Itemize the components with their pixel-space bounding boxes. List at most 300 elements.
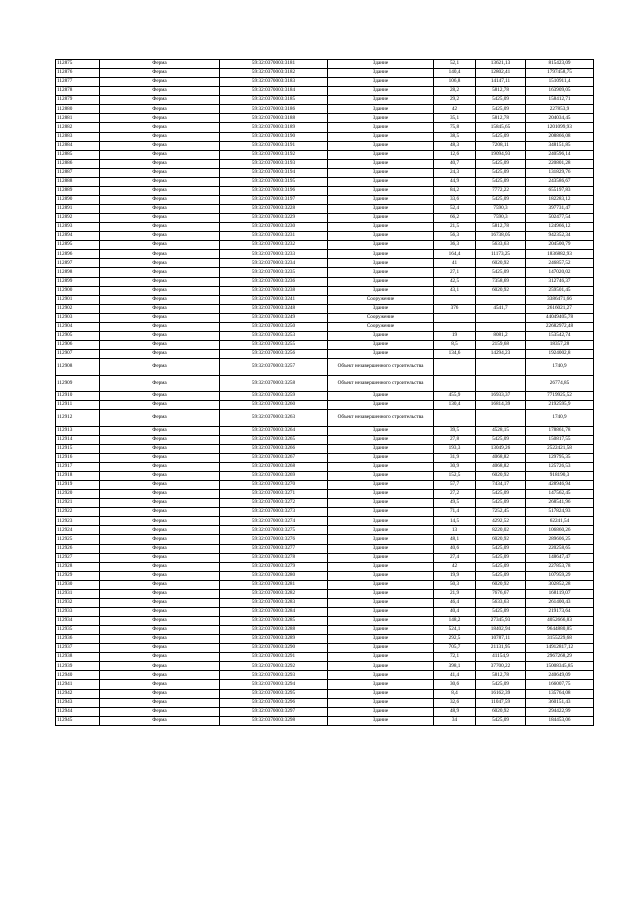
cadastral-number-cell: 59:32:0370003:3275	[220, 526, 328, 535]
cadastral-number-cell: 59:32:0370003:3183	[220, 78, 328, 87]
cadastral-number-cell: 59:32:0370003:3267	[220, 453, 328, 462]
name-cell: Ферма	[100, 87, 220, 96]
cadastral-number-cell: 59:32:0370003:3190	[220, 132, 328, 141]
cadastral-value-cell: 1836882,93	[526, 250, 594, 259]
cadastral-value-cell: 62241,54	[526, 517, 594, 526]
cadastral-value-cell: 107959,29	[526, 571, 594, 580]
table-row	[56, 472, 594, 481]
cadastral-value-cell: 240649,09	[526, 671, 594, 680]
name-cell: Ферма	[100, 313, 220, 322]
row-number-cell: 112910	[56, 392, 100, 401]
object-type-cell: Здание	[328, 340, 434, 349]
name-cell: Ферма	[100, 241, 220, 250]
object-type-cell: Сооружение	[328, 313, 434, 322]
name-cell: Ферма	[100, 123, 220, 132]
unit-value-cell: 13049,26	[476, 444, 526, 453]
name-cell: Ферма	[100, 340, 220, 349]
cadastral-value-cell: 125726,53	[526, 462, 594, 471]
cadastral-value-cell: 1201099,93	[526, 123, 594, 132]
row-number-cell: 112879	[56, 96, 100, 105]
cadastral-number-cell: 59:32:0370003:3191	[220, 141, 328, 150]
name-cell: Ферма	[100, 426, 220, 435]
object-type-cell: Здание	[328, 453, 434, 462]
object-type-cell: Здание	[328, 535, 434, 544]
table-row	[56, 295, 594, 304]
area-cell: 41,4	[434, 671, 476, 680]
area-cell: 34	[434, 716, 476, 725]
cadastral-value-cell: 135764,08	[526, 689, 594, 698]
cadastral-value-cell: 517824,93	[526, 508, 594, 517]
area-cell	[434, 313, 476, 322]
cadastral-value-cell: 1740,9	[526, 359, 594, 376]
table-row	[56, 607, 594, 616]
unit-value-cell: 4541,7	[476, 304, 526, 313]
cadastral-value-cell: 348151,85	[526, 141, 594, 150]
cadastral-value-cell: 294422,99	[526, 707, 594, 716]
unit-value-cell: 15845,65	[476, 123, 526, 132]
cadastral-number-cell: 59:32:0370003:3196	[220, 186, 328, 195]
area-cell: 40,7	[434, 159, 476, 168]
area-cell: 106,8	[434, 78, 476, 87]
row-number-cell: 112898	[56, 268, 100, 277]
table-row	[56, 331, 594, 340]
area-cell: 21,5	[434, 223, 476, 232]
cadastral-value-cell: 815423,09	[526, 60, 594, 69]
table-row	[56, 490, 594, 499]
object-type-cell: Здание	[328, 662, 434, 671]
name-cell: Ферма	[100, 562, 220, 571]
cadastral-number-cell: 59:32:0370003:3234	[220, 259, 328, 268]
area-cell: 705,7	[434, 644, 476, 653]
table-row	[56, 707, 594, 716]
cadastral-value-cell: 220801,28	[526, 159, 594, 168]
unit-value-cell: 6020,92	[476, 535, 526, 544]
row-number-cell: 112920	[56, 490, 100, 499]
unit-value-cell: 5425,09	[476, 571, 526, 580]
cadastral-value-table	[55, 59, 594, 726]
table-row	[56, 626, 594, 635]
unit-value-cell: 5425,09	[476, 177, 526, 186]
unit-value-cell: 7358,69	[476, 277, 526, 286]
name-cell: Ферма	[100, 268, 220, 277]
object-type-cell: Здание	[328, 241, 434, 250]
area-cell: 84,2	[434, 186, 476, 195]
table-body	[56, 60, 594, 726]
row-number-cell: 112936	[56, 635, 100, 644]
unit-value-cell: 4068,82	[476, 453, 526, 462]
cadastral-value-cell: 428946,94	[526, 481, 594, 490]
row-number-cell: 112934	[56, 617, 100, 626]
table-row	[56, 589, 594, 598]
row-number-cell: 112928	[56, 562, 100, 571]
name-cell: Ферма	[100, 499, 220, 508]
table-row	[56, 426, 594, 435]
cadastral-number-cell: 59:32:0370003:3291	[220, 653, 328, 662]
table-row	[56, 123, 594, 132]
table-row	[56, 132, 594, 141]
table-row	[56, 401, 594, 410]
cadastral-number-cell: 59:32:0370003:3186	[220, 105, 328, 114]
table-row	[56, 689, 594, 698]
cadastral-value-cell: 227853,78	[526, 562, 594, 571]
object-type-cell: Здание	[328, 114, 434, 123]
row-number-cell: 112896	[56, 250, 100, 259]
table-row	[56, 517, 594, 526]
table-row	[56, 350, 594, 359]
object-type-cell: Здание	[328, 444, 434, 453]
object-type-cell: Здание	[328, 508, 434, 517]
row-number-cell: 112938	[56, 653, 100, 662]
cadastral-number-cell: 59:32:0370003:3283	[220, 598, 328, 607]
cadastral-number-cell: 59:32:0370003:3229	[220, 214, 328, 223]
unit-value-cell: 6020,92	[476, 580, 526, 589]
row-number-cell: 112932	[56, 598, 100, 607]
row-number-cell: 112881	[56, 114, 100, 123]
area-cell: 19,9	[434, 571, 476, 580]
cadastral-number-cell: 59:32:0370003:3238	[220, 286, 328, 295]
name-cell: Ферма	[100, 617, 220, 626]
table-row	[56, 268, 594, 277]
cadastral-number-cell: 59:32:0370003:3290	[220, 644, 328, 653]
name-cell: Ферма	[100, 250, 220, 259]
name-cell: Ферма	[100, 635, 220, 644]
row-number-cell: 112916	[56, 453, 100, 462]
object-type-cell: Здание	[328, 544, 434, 553]
table-row	[56, 535, 594, 544]
name-cell: Ферма	[100, 517, 220, 526]
table-row	[56, 205, 594, 214]
name-cell: Ферма	[100, 331, 220, 340]
row-number-cell: 112911	[56, 401, 100, 410]
object-type-cell: Здание	[328, 472, 434, 481]
cadastral-value-cell: 26774,85	[526, 375, 594, 392]
cadastral-value-cell: 220258,65	[526, 544, 594, 553]
name-cell: Ферма	[100, 150, 220, 159]
cadastral-value-cell: 204034,45	[526, 114, 594, 123]
row-number-cell: 112886	[56, 159, 100, 168]
object-type-cell: Здание	[328, 259, 434, 268]
area-cell: 42	[434, 562, 476, 571]
area-cell: 152,5	[434, 472, 476, 481]
row-number-cell: 112902	[56, 304, 100, 313]
area-cell: 48,9	[434, 707, 476, 716]
area-cell: 38,5	[434, 132, 476, 141]
cadastral-value-cell: 1510911,4	[526, 78, 594, 87]
name-cell: Ферма	[100, 435, 220, 444]
cadastral-number-cell: 59:32:0370003:3258	[220, 375, 328, 392]
name-cell: Ферма	[100, 626, 220, 635]
cadastral-number-cell: 59:32:0370003:3272	[220, 499, 328, 508]
cadastral-number-cell: 59:32:0370003:3194	[220, 168, 328, 177]
row-number-cell: 112900	[56, 286, 100, 295]
unit-value-cell: 5425,09	[476, 268, 526, 277]
area-cell: 12,6	[434, 150, 476, 159]
object-type-cell: Здание	[328, 223, 434, 232]
area-cell: 193,3	[434, 444, 476, 453]
row-number-cell: 112894	[56, 232, 100, 241]
name-cell: Ферма	[100, 205, 220, 214]
area-cell: 40,6	[434, 544, 476, 553]
cadastral-value-cell: 261400,43	[526, 598, 594, 607]
object-type-cell: Здание	[328, 716, 434, 725]
table-row	[56, 241, 594, 250]
object-type-cell: Здание	[328, 644, 434, 653]
object-type-cell: Здание	[328, 653, 434, 662]
object-type-cell: Здание	[328, 168, 434, 177]
unit-value-cell	[476, 295, 526, 304]
unit-value-cell: 6020,92	[476, 472, 526, 481]
cadastral-value-cell: 2522421,58	[526, 444, 594, 453]
unit-value-cell: 7208,11	[476, 141, 526, 150]
cadastral-value-cell: 208866,08	[526, 132, 594, 141]
table-row	[56, 481, 594, 490]
unit-value-cell: 5425,09	[476, 490, 526, 499]
table-row	[56, 598, 594, 607]
area-cell	[434, 295, 476, 304]
area-cell	[434, 359, 476, 376]
name-cell: Ферма	[100, 401, 220, 410]
object-type-cell: Здание	[328, 490, 434, 499]
cadastral-value-cell: 148647,47	[526, 553, 594, 562]
area-cell: 8,5	[434, 340, 476, 349]
table-row	[56, 277, 594, 286]
area-cell: 13	[434, 526, 476, 535]
name-cell: Ферма	[100, 114, 220, 123]
cadastral-number-cell: 59:32:0370003:3259	[220, 392, 328, 401]
area-cell: 66,2	[434, 214, 476, 223]
cadastral-value-cell: 1797458,75	[526, 69, 594, 78]
cadastral-value-cell: 153542,74	[526, 331, 594, 340]
row-number-cell: 112892	[56, 214, 100, 223]
name-cell: Ферма	[100, 707, 220, 716]
unit-value-cell: 16814,39	[476, 401, 526, 410]
name-cell: Ферма	[100, 214, 220, 223]
area-cell: 57,7	[434, 481, 476, 490]
unit-value-cell: 2159,68	[476, 340, 526, 349]
unit-value-cell: 5812,78	[476, 223, 526, 232]
cadastral-value-cell: 131829,76	[526, 168, 594, 177]
cadastral-value-cell: 289606,25	[526, 535, 594, 544]
cadastral-value-cell: 7719925,52	[526, 392, 594, 401]
cadastral-value-cell: 124966,12	[526, 223, 594, 232]
name-cell: Ферма	[100, 571, 220, 580]
cadastral-value-cell: 158412,71	[526, 96, 594, 105]
row-number-cell: 112913	[56, 426, 100, 435]
cadastral-value-cell: 184453,06	[526, 716, 594, 725]
cadastral-value-cell: 18357,28	[526, 340, 594, 349]
area-cell: 24,3	[434, 168, 476, 177]
cadastral-number-cell: 59:32:0370003:3235	[220, 268, 328, 277]
table-row	[56, 435, 594, 444]
row-number-cell: 112883	[56, 132, 100, 141]
cadastral-value-cell: 22682972,48	[526, 322, 594, 331]
name-cell: Ферма	[100, 141, 220, 150]
unit-value-cell: 7676,67	[476, 589, 526, 598]
cadastral-number-cell: 59:32:0370003:3279	[220, 562, 328, 571]
name-cell: Ферма	[100, 177, 220, 186]
object-type-cell: Здание	[328, 87, 434, 96]
object-type-cell: Здание	[328, 286, 434, 295]
cadastral-number-cell: 59:32:0370003:3184	[220, 87, 328, 96]
name-cell: Ферма	[100, 544, 220, 553]
cadastral-number-cell: 59:32:0370003:3189	[220, 123, 328, 132]
cadastral-number-cell: 59:32:0370003:3266	[220, 444, 328, 453]
cadastral-value-cell: 3386471,66	[526, 295, 594, 304]
row-number-cell: 112917	[56, 462, 100, 471]
area-cell: 27,8	[434, 435, 476, 444]
object-type-cell: Здание	[328, 232, 434, 241]
area-cell: 52,4	[434, 205, 476, 214]
table-row	[56, 60, 594, 69]
table-row	[56, 562, 594, 571]
object-type-cell: Здание	[328, 60, 434, 69]
area-cell: 52,1	[434, 60, 476, 69]
object-type-cell: Здание	[328, 462, 434, 471]
row-number-cell: 112884	[56, 141, 100, 150]
name-cell: Ферма	[100, 698, 220, 707]
area-cell: 130,4	[434, 401, 476, 410]
object-type-cell: Здание	[328, 517, 434, 526]
table-row	[56, 159, 594, 168]
unit-value-cell: 4528,15	[476, 426, 526, 435]
cadastral-number-cell: 59:32:0370003:3292	[220, 662, 328, 671]
object-type-cell: Здание	[328, 635, 434, 644]
table-row	[56, 87, 594, 96]
row-number-cell: 112891	[56, 205, 100, 214]
object-type-cell: Здание	[328, 617, 434, 626]
cadastral-number-cell: 59:32:0370003:3197	[220, 195, 328, 204]
unit-value-cell	[476, 322, 526, 331]
unit-value-cell: 6020,92	[476, 259, 526, 268]
cadastral-number-cell: 59:32:0370003:3298	[220, 716, 328, 725]
row-number-cell: 112915	[56, 444, 100, 453]
area-cell: 27,2	[434, 490, 476, 499]
row-number-cell: 112875	[56, 60, 100, 69]
cadastral-value-cell: 2967268,29	[526, 653, 594, 662]
object-type-cell: Здание	[328, 214, 434, 223]
area-cell: 524,1	[434, 626, 476, 635]
area-cell: 42,5	[434, 277, 476, 286]
object-type-cell: Здание	[328, 350, 434, 359]
table-row	[56, 544, 594, 553]
table-row	[56, 195, 594, 204]
table-row	[56, 671, 594, 680]
object-type-cell: Здание	[328, 250, 434, 259]
cadastral-number-cell: 59:32:0370003:3294	[220, 680, 328, 689]
object-type-cell: Здание	[328, 392, 434, 401]
name-cell: Ферма	[100, 132, 220, 141]
object-type-cell: Сооружение	[328, 295, 434, 304]
row-number-cell: 112927	[56, 553, 100, 562]
name-cell: Ферма	[100, 444, 220, 453]
row-number-cell: 112935	[56, 626, 100, 635]
row-number-cell: 112899	[56, 277, 100, 286]
cadastral-value-cell: 918190,3	[526, 472, 594, 481]
area-cell: 48,3	[434, 141, 476, 150]
area-cell: 42	[434, 105, 476, 114]
name-cell: Ферма	[100, 195, 220, 204]
area-cell	[434, 322, 476, 331]
area-cell: 164,4	[434, 250, 476, 259]
table-row	[56, 286, 594, 295]
cadastral-number-cell: 59:32:0370003:3230	[220, 223, 328, 232]
cadastral-value-cell: 240596,14	[526, 150, 594, 159]
object-type-cell: Объект незавершенного строительства	[328, 359, 434, 376]
row-number-cell: 112909	[56, 375, 100, 392]
cadastral-number-cell: 59:32:0370003:3181	[220, 60, 328, 69]
table-row	[56, 340, 594, 349]
area-cell: 35,1	[434, 114, 476, 123]
name-cell: Ферма	[100, 589, 220, 598]
area-cell: 41	[434, 259, 476, 268]
object-type-cell: Здание	[328, 526, 434, 535]
area-cell: 72,1	[434, 653, 476, 662]
table-row	[56, 635, 594, 644]
row-number-cell: 112944	[56, 707, 100, 716]
row-number-cell: 112908	[56, 359, 100, 376]
name-cell: Ферма	[100, 462, 220, 471]
name-cell: Ферма	[100, 508, 220, 517]
cadastral-value-cell: 246857,52	[526, 259, 594, 268]
unit-value-cell	[476, 375, 526, 392]
table-row	[56, 78, 594, 87]
area-cell: 376	[434, 304, 476, 313]
name-cell: Ферма	[100, 159, 220, 168]
cadastral-number-cell: 59:32:0370003:3297	[220, 707, 328, 716]
row-number-cell: 112924	[56, 526, 100, 535]
row-number-cell: 112878	[56, 87, 100, 96]
area-cell: 43,1	[434, 286, 476, 295]
object-type-cell: Здание	[328, 69, 434, 78]
area-cell: 455,9	[434, 392, 476, 401]
cadastral-number-cell: 59:32:0370003:3274	[220, 517, 328, 526]
table-row	[56, 698, 594, 707]
object-type-cell: Здание	[328, 607, 434, 616]
name-cell: Ферма	[100, 359, 220, 376]
area-cell	[434, 375, 476, 392]
unit-value-cell: 16738,05	[476, 232, 526, 241]
area-cell: 33,6	[434, 195, 476, 204]
table-row	[56, 444, 594, 453]
area-cell: 140,4	[434, 69, 476, 78]
unit-value-cell: 4292,52	[476, 517, 526, 526]
table-row	[56, 223, 594, 232]
row-number-cell: 112919	[56, 481, 100, 490]
object-type-cell: Здание	[328, 481, 434, 490]
cadastral-number-cell: 59:32:0370003:3250	[220, 322, 328, 331]
name-cell: Ферма	[100, 304, 220, 313]
object-type-cell: Здание	[328, 707, 434, 716]
unit-value-cell: 14294,23	[476, 350, 526, 359]
table-row	[56, 553, 594, 562]
table-row	[56, 653, 594, 662]
row-number-cell: 112921	[56, 499, 100, 508]
object-type-cell: Здание	[328, 671, 434, 680]
area-cell	[434, 410, 476, 427]
unit-value-cell: 13621,13	[476, 60, 526, 69]
name-cell: Ферма	[100, 410, 220, 427]
area-cell: 39,5	[434, 426, 476, 435]
table-row	[56, 662, 594, 671]
table-row	[56, 571, 594, 580]
area-cell: 32,6	[434, 698, 476, 707]
name-cell: Ферма	[100, 481, 220, 490]
cadastral-value-cell: 312746,37	[526, 277, 594, 286]
cadastral-value-cell: 163909,05	[526, 87, 594, 96]
name-cell: Ферма	[100, 644, 220, 653]
cadastral-value-cell: 178861,78	[526, 426, 594, 435]
unit-value-cell: 12802,41	[476, 69, 526, 78]
